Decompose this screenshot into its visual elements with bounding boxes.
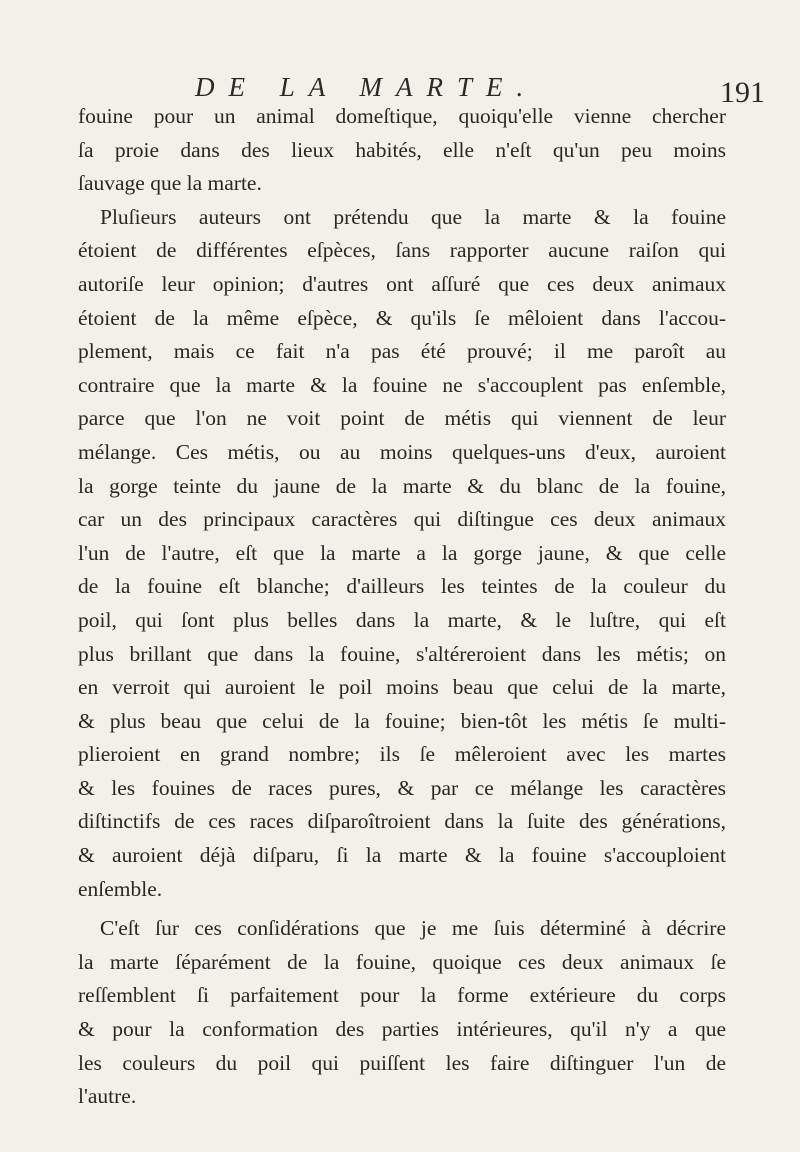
paragraph-3: [78, 912, 726, 1114]
running-title: DE LA MARTE.: [195, 72, 538, 102]
text-line: plieroient en grand nombre; ils ſe mêleroient avec les martes: [78, 742, 726, 767]
paragraph-2: [78, 201, 726, 906]
paragraph-1: [78, 100, 726, 201]
text-line: ſauvage que la marte.: [78, 171, 262, 196]
text-line: parce que l'on ne voit point de métis qui viennent de leur: [78, 406, 726, 431]
text-line: & les fouines de races pures, & par ce mélange les caractères: [78, 775, 726, 800]
text-line: en verroit qui auroient le poil moins beau que celui de la marte,: [78, 675, 726, 700]
text-line: la marte ſéparément de la fouine, quoique ces deux animaux ſe: [78, 949, 726, 974]
text-line: l'un de l'autre, eſt que la marte a la gorge jaune, & que celle: [78, 540, 726, 565]
text-line: autoriſe leur opinion; d'autres ont aſſuré que ces deux animaux: [78, 271, 726, 296]
text-line: poil, qui ſont plus belles dans la marte, & le luſtre, qui eſt: [78, 607, 726, 632]
text-line: contraire que la marte & la fouine ne s'accouplent pas enſemble,: [78, 372, 726, 397]
page-number: 191: [720, 76, 765, 109]
text-line: mélange. Ces métis, ou au moins quelques-uns d'eux, auroient: [78, 439, 726, 464]
text-line: fouine pour un animal domeſtique, quoiqu'elle vienne chercher: [78, 104, 726, 128]
text-line: & plus beau que celui de la fouine; bien-tôt les métis ſe multi-: [78, 708, 726, 733]
text-line: étoient de la même eſpèce, & qu'ils ſe mêloient dans l'accou-: [78, 305, 726, 330]
text-line: de la fouine eſt blanche; d'ailleurs les teintes de la couleur du: [78, 574, 726, 599]
text-line: ſa proie dans des lieux habités, elle n'eſt qu'un peu moins: [78, 137, 726, 162]
text-line: Pluſieurs auteurs ont prétendu que la marte & la fouine: [100, 204, 726, 229]
text-line: plus brillant que dans la fouine, s'altéreroient dans les métis; on: [78, 641, 726, 666]
text-line: car un des principaux caractères qui diſtingue ces deux animaux: [78, 507, 726, 532]
text-line: reſſemblent ſi parfaitement pour la forme extérieure du corps: [78, 983, 726, 1008]
text-line: & pour la conformation des parties intérieures, qu'il n'y a que: [78, 1017, 726, 1042]
text-line: diſtinctifs de ces races diſparoîtroient dans la ſuite des générations,: [78, 809, 726, 834]
text-line: l'autre.: [78, 1084, 137, 1109]
text-line: C'eſt ſur ces conſidérations que je me ſuis déterminé à décrire: [100, 916, 726, 941]
text-line: plement, mais ce fait n'a pas été prouvé; il me paroît au: [78, 339, 726, 364]
text-line: les couleurs du poil qui puiſſent les faire diſtinguer l'un de: [78, 1050, 726, 1075]
text-line: étoient de différentes eſpèces, ſans rapporter aucune raiſon qui: [78, 238, 726, 263]
text-line: & auroient déjà diſparu, ſi la marte & la fouine s'accouploient: [78, 843, 726, 868]
text-line: enſemble.: [78, 876, 163, 901]
text-line: la gorge teinte du jaune de la marte & du blanc de la fouine,: [78, 473, 726, 498]
body-text: [78, 100, 726, 1114]
